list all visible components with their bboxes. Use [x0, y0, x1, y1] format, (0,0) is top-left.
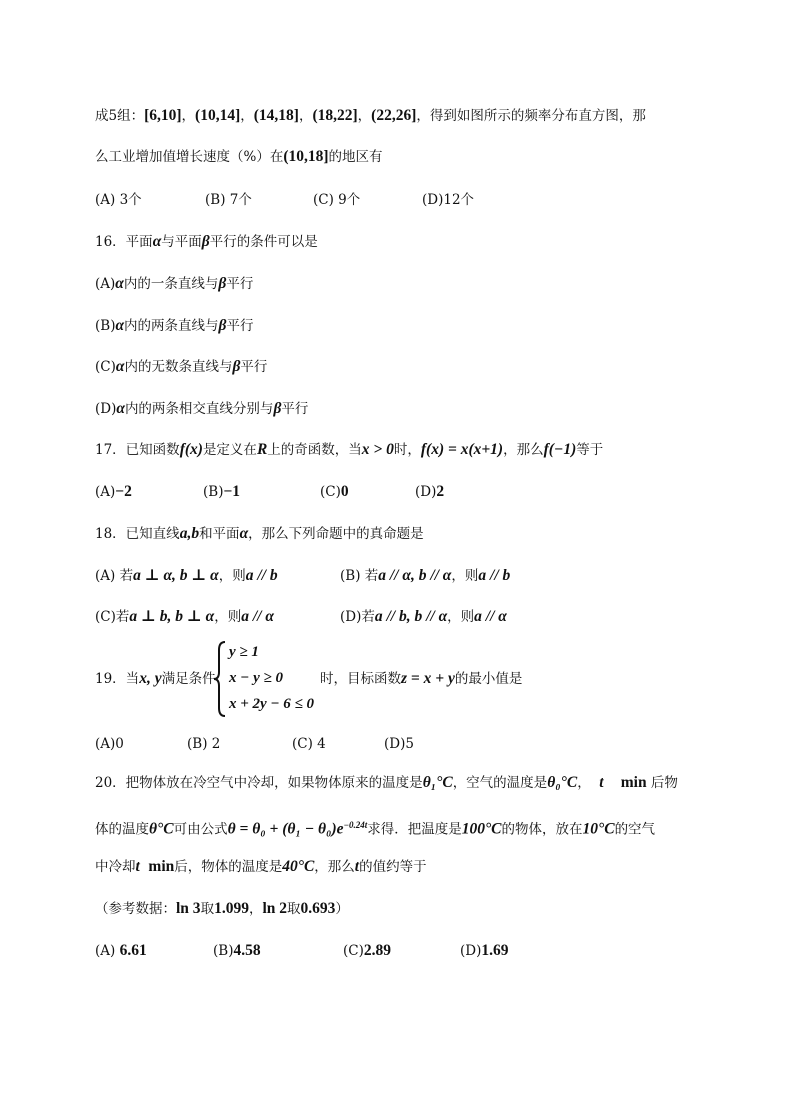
interval-5: (22,26]	[371, 107, 417, 124]
q15-option-d: (D)12个	[422, 192, 475, 208]
q20-text: 求得．把温度是	[367, 821, 462, 838]
q20-text: 取	[287, 901, 301, 917]
sep: ，	[240, 108, 254, 124]
math-value: 1.099	[214, 900, 249, 917]
option-text: 内的两条相交直线分别与	[124, 401, 274, 417]
q20-text: 取	[200, 901, 215, 917]
q17-text: 17．已知函数	[95, 442, 180, 458]
beta-symbol: β	[218, 275, 227, 292]
q15-line2	[95, 146, 383, 168]
q17-text: 上的奇函数，当	[267, 442, 362, 458]
formula: θ = θ₀ + (θ₁ − θ₀)e	[227, 820, 344, 838]
q17-text: 时，	[393, 442, 421, 458]
alpha-symbol: α	[116, 400, 125, 417]
q17-option-d	[415, 481, 444, 503]
q19-text: 19．当	[95, 671, 140, 687]
q15-option-b: (B) 7个	[205, 192, 252, 208]
q19-text: 满足条件	[161, 671, 216, 687]
constraint-2: x − y ≥ 0	[229, 670, 283, 686]
option-text: 平行	[281, 401, 309, 417]
q20-text: 可由公式	[173, 821, 228, 838]
option-label: (A)	[95, 943, 120, 959]
q15-option-c: (C) 9个	[313, 192, 361, 208]
beta-symbol: β	[232, 358, 241, 375]
option-label: (A)	[95, 276, 116, 292]
q16-option-c	[95, 356, 267, 378]
math-expression: θ°C	[149, 820, 174, 838]
q15-text: 成5组：	[95, 108, 145, 124]
q20-text: 体的温度	[95, 821, 149, 838]
math-expression: a // α	[474, 608, 507, 625]
interval-3: (14,18]	[253, 107, 299, 124]
option-text: ，则	[447, 609, 475, 625]
q20-text: 中冷却	[95, 859, 136, 875]
q20-option-b	[213, 940, 261, 962]
alpha-symbol: α	[115, 358, 125, 375]
q20-text: 后物	[650, 775, 678, 791]
math-expression: a // α	[241, 608, 274, 625]
math-expression: a ⊥ α, b ⊥ α	[133, 567, 219, 584]
option-text: ，则	[218, 568, 246, 584]
option-label: (C)	[320, 484, 341, 500]
q15-text: ，得到如图所示的频率分布直方图，那	[416, 108, 646, 124]
math-expression: f(−1)	[543, 441, 577, 458]
q20-text: （参考数据：	[95, 901, 176, 917]
option-value: 4.58	[233, 942, 261, 959]
q20-text: 的值约等于	[359, 859, 427, 875]
option-text: 平行	[226, 276, 254, 292]
option-label: (A)	[95, 484, 116, 500]
math-expression: θ₁°C	[422, 774, 453, 791]
q20-text: ，	[248, 901, 263, 917]
option-label: (C)若	[95, 609, 130, 625]
option-text: 内的两条直线与	[124, 318, 219, 334]
q19-option-d: (D)5	[384, 736, 414, 752]
math-value: 0.693	[300, 900, 336, 917]
q19-stem-right	[320, 668, 522, 690]
q20-text: ，空气的温度是	[452, 775, 548, 791]
q16-stem	[95, 231, 318, 253]
option-value: 2.89	[363, 942, 391, 959]
math-expression: 10°C	[582, 820, 615, 838]
q16-text: 平行的条件可以是	[209, 234, 318, 250]
option-value: 6.61	[119, 942, 147, 959]
q19-text: 时，目标函数	[320, 671, 401, 687]
math-expression: a ⊥ b, b ⊥ α	[129, 608, 215, 625]
math-expression: a,b	[179, 525, 200, 542]
q18-option-b	[340, 565, 510, 587]
q20-option-d	[460, 940, 508, 962]
q17-option-c	[320, 481, 349, 503]
option-value: 2	[436, 483, 445, 500]
q20-line3	[95, 856, 427, 878]
q15-line1	[95, 105, 646, 127]
math-expression: f(x)	[179, 441, 203, 458]
q15-text: 的地区有	[328, 149, 383, 165]
q18-option-d	[340, 606, 507, 628]
option-label: (D)	[415, 484, 437, 500]
constraint-1: y ≥ 1	[229, 644, 259, 660]
option-label: (A) 若	[95, 568, 134, 584]
math-expression: z = x + y	[401, 670, 455, 687]
q20-line2	[95, 814, 655, 841]
math-expression: x > 0	[361, 441, 394, 458]
option-text: 内的一条直线与	[123, 276, 219, 292]
q20-text: 的空气	[614, 821, 656, 838]
option-value: 1.69	[481, 942, 509, 959]
unit: min	[620, 774, 647, 791]
constraint-3: x + 2y − 6 ≤ 0	[229, 696, 315, 712]
math-expression: a // b	[478, 567, 511, 584]
q18-option-a	[95, 565, 278, 587]
q16-option-d	[95, 398, 308, 420]
interval-1: [6,10]	[144, 107, 182, 124]
option-value: 0	[340, 483, 349, 500]
option-value: −1	[223, 483, 241, 500]
math-expression: ln 3	[176, 900, 201, 917]
left-brace-icon	[213, 640, 227, 718]
q15-option-a: (A) 3个	[95, 192, 142, 208]
q20-option-a	[95, 940, 147, 962]
option-text: ，则	[214, 609, 242, 625]
math-expression: x, y	[139, 670, 162, 687]
q17-text: ，那么	[503, 442, 544, 458]
interval-4: (18,22]	[312, 107, 358, 124]
option-label: (C)	[343, 943, 364, 959]
q19-option-a: (A)0	[95, 736, 124, 752]
alpha-symbol: α	[152, 233, 162, 250]
alpha-symbol: α	[239, 525, 249, 542]
q17-option-b	[203, 481, 240, 503]
math-symbol: t	[135, 858, 140, 875]
q18-option-c	[95, 606, 274, 628]
formula-exponent: −0.24t	[343, 820, 368, 830]
option-label: (B)	[95, 318, 116, 334]
q20-text: ）	[335, 901, 349, 917]
math-symbol: R	[256, 441, 268, 458]
q17-text: 等于	[576, 442, 604, 458]
option-label: (D)若	[340, 609, 375, 625]
interval: (10,18]	[283, 148, 329, 165]
q20-text: ，那么	[314, 859, 355, 875]
math-expression: f(x) = x(x+1)	[420, 441, 504, 458]
q18-text: 和平面	[199, 526, 240, 542]
interval-2: (10,14]	[195, 107, 241, 124]
option-value: −2	[115, 483, 132, 500]
option-text: ，则	[451, 568, 479, 584]
q19-option-b: (B) 2	[187, 736, 221, 752]
q20-text: ，	[577, 775, 591, 791]
math-expression: 40°C	[282, 858, 315, 875]
option-label: (B)	[203, 484, 224, 500]
option-text: 平行	[240, 359, 268, 375]
q16-text: 与平面	[161, 234, 202, 250]
sep: ，	[357, 108, 372, 124]
alpha-symbol: α	[115, 275, 124, 292]
q16-option-a	[95, 273, 253, 295]
math-symbol: t	[599, 774, 604, 791]
option-label: (C)	[95, 359, 116, 375]
option-label: (B)	[213, 943, 234, 959]
q20-text: 的物体，放在	[501, 821, 583, 838]
math-expression: 100°C	[461, 820, 502, 838]
constraint-system	[213, 640, 313, 720]
q18-text: 18．已知直线	[95, 526, 180, 542]
q19-text: 的最小值是	[454, 671, 523, 687]
q17-stem	[95, 439, 603, 461]
math-expression: a // α, b // α	[378, 567, 452, 584]
beta-symbol: β	[218, 317, 227, 334]
q16-text: 16．平面	[95, 234, 153, 250]
q20-text: 20．把物体放在冷空气中冷却，如果物体原来的温度是	[95, 775, 423, 791]
q17-option-a	[95, 481, 132, 503]
q19-stem-left	[95, 668, 216, 690]
math-expression: θ₀°C	[547, 774, 578, 791]
option-text: 平行	[226, 318, 254, 334]
q20-line1	[95, 772, 678, 794]
q16-option-b	[95, 315, 254, 337]
q15-text: 么工业增加值增长速度（%）在	[95, 149, 284, 165]
math-expression: a // b	[245, 567, 278, 584]
math-expression: ln 2	[262, 900, 287, 917]
unit: min	[148, 858, 175, 875]
sep: ，	[181, 108, 196, 124]
q20-option-c	[343, 940, 391, 962]
math-symbol: t	[354, 858, 360, 875]
q18-stem	[95, 523, 424, 545]
option-label: (D)	[95, 401, 117, 417]
alpha-symbol: α	[115, 317, 125, 334]
q20-text: 后，物体的温度是	[174, 859, 283, 875]
q19-option-c: (C) 4	[292, 736, 326, 752]
option-label: (D)	[460, 943, 482, 959]
beta-symbol: β	[273, 400, 282, 417]
q20-reference	[95, 898, 349, 920]
q18-text: ，那么下列命题中的真命题是	[248, 526, 424, 542]
q17-text: 是定义在	[202, 442, 257, 458]
beta-symbol: β	[201, 233, 210, 250]
option-label: (B) 若	[340, 568, 379, 584]
sep: ，	[298, 108, 313, 124]
math-expression: a // b, b // α	[374, 608, 448, 625]
option-text: 内的无数条直线与	[124, 359, 233, 375]
